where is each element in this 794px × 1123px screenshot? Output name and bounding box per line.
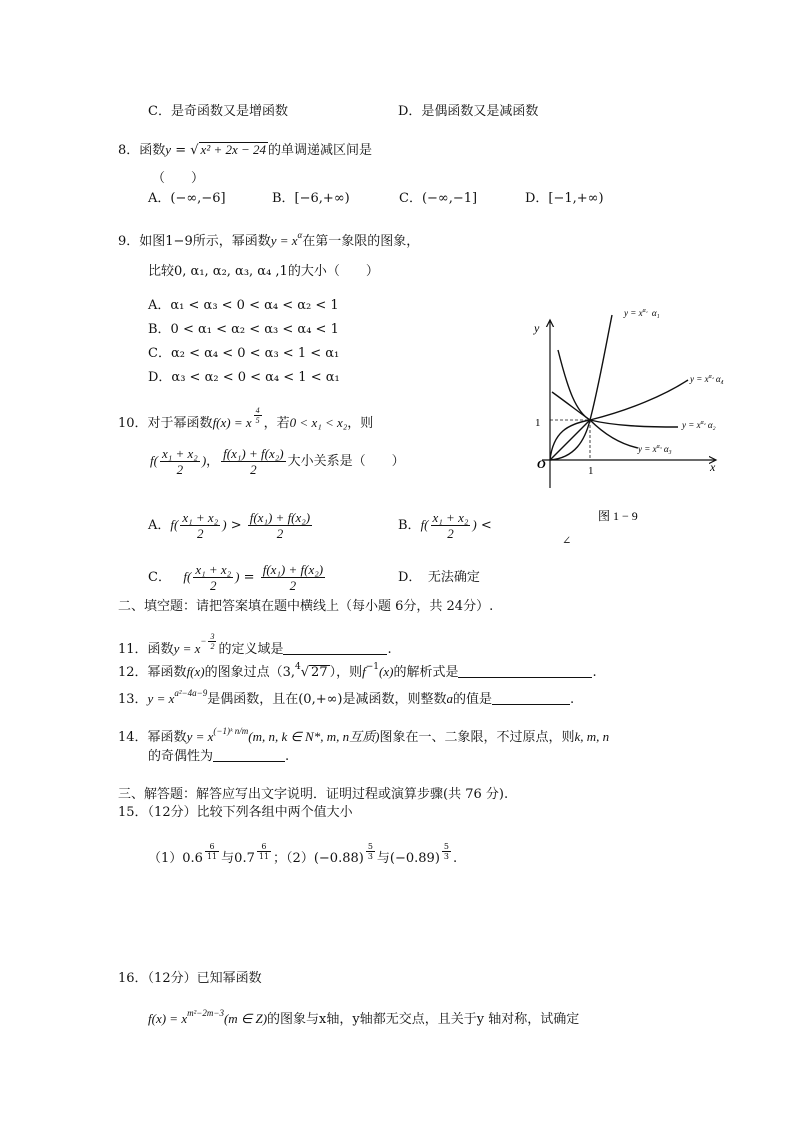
q15-title: 15．（12分）比较下列各组中两个值大小 <box>118 805 353 820</box>
q8-answer-paren: （ ） <box>152 171 205 186</box>
question-number: 10． <box>118 416 148 431</box>
curve1-label: $y = x^{\alpha_1}$ α₁ <box>624 308 660 318</box>
q7-option-d: D．是偶函数又是减函数 <box>398 104 539 119</box>
q9-option-a: A．α₁ < α₃ < 0 < α₄ < α₂ < 1 <box>148 298 339 313</box>
question-number: 9． <box>118 234 140 249</box>
curve2-label: $y = x^{\alpha_2}$ α₂ <box>682 420 716 430</box>
curve-alpha2 <box>558 350 678 427</box>
q7-option-c: C．是奇函数又是增函数 <box>148 104 288 119</box>
answer-blank[interactable] <box>458 665 592 678</box>
q10-option-b-trail: ∠ <box>562 534 572 547</box>
q8-option-d: D．[−1,+∞) <box>525 191 604 206</box>
q9-option-c: C．α₂ < α₄ < 0 < α₃ < 1 < α₁ <box>148 346 340 361</box>
sqrt-sign: √ <box>190 143 199 158</box>
q16-body: $f(x) = x^{m^2-2m-3}(m$ ∈ Z)的图象与x轴，y轴都无交点，且关于y 轴对称，试确定 <box>148 1008 580 1027</box>
q9-compare-prompt: 比较0, α₁, α₂, α₃, α₄ ,1的大小（ ） <box>148 264 379 279</box>
section-2-title: 二、填空题：请把答案填在题中横线上（每小题 6分，共 24分）. <box>118 599 494 614</box>
figure-caption: 图 1 − 9 <box>598 509 638 523</box>
section-3-title: 三、解答题：解答应写出文字说明．证明过程或演算步骤(共 76 分). <box>118 787 509 802</box>
x-tick-label: 1 <box>588 465 594 477</box>
q15-parts: （1）0.6 $^{\frac{6}{11}}$ 与0.7 $^{\frac{6}{11}}$ ；（2）(−0.88) $^{\frac{5}{3}}$ 与(−0.89) $^{\frac{5}{3}}$ . <box>148 842 458 866</box>
q10-option-b: B．f( $\frac{\text{x₁ + x₂}}{2}$ ) < <box>398 510 492 541</box>
q9-stem: 9．如图1−9所示，幂函数$y = x^\alpha$在第一象限的图象， <box>118 230 420 249</box>
q8-option-c: C．(−∞,−1] <box>399 191 478 206</box>
question-number: 11． <box>118 642 148 657</box>
origin-label: O <box>537 457 546 471</box>
q14-stem: 14．幂函数$y = x^{(-1)ᵏ n/m}(m$, n, k ∈ N*, m, n互质)图象在一、二象限，不过原点，则k, m, n <box>118 726 610 745</box>
curve3-label: $y = x^{\alpha_3}$ α₃ <box>638 444 672 454</box>
answer-blank[interactable] <box>283 642 387 655</box>
answer-blank[interactable] <box>213 749 285 762</box>
q12-stem: 12．幂函数f(x)的图象过点（3,$^4$√ 27 ），则$f^{-1}(x)$的解析式是 . <box>118 662 597 680</box>
curve4-label: $y = x^{\alpha_4}$ α₄ <box>690 374 724 384</box>
q10-option-a: A．f( $\frac{\text{x₁ + x₂}}{2}$ ) > $\frac{\text{f(x₁) + f(x₂)}}{2}$ <box>148 510 311 541</box>
question-number: 13． <box>118 692 148 707</box>
q10-stem: 10．对于幂函数f(x) = x $^{\frac{4}{5}}$ ，若0 < x₁ < x₂，则 <box>118 406 374 431</box>
question-number: 14． <box>118 730 148 745</box>
q9-option-b: B．0 < α₁ < α₂ < α₃ < α₄ < 1 <box>148 322 339 337</box>
q8-option-a: A．(−∞,−6] <box>148 191 226 206</box>
question-number: 8． <box>118 143 140 158</box>
q10-option-c: C． f( $\frac{\text{x₁ + x₂}}{2}$ ) = $\frac{\text{f(x₁) + f(x₂)}}{2}$ <box>148 562 324 593</box>
q14-line2: 的奇偶性为 . <box>148 749 290 764</box>
radicand: x² + 2x − 24 <box>200 142 267 157</box>
q16-title: 16．（12分）已知幂函数 <box>118 971 262 986</box>
q10-expressions: f( $\frac{\text{x₁ + x₂}}{2}$ )， $\frac{\text{f(x₁) + f(x₂)}}{2}$ 大小关系是（ ） <box>150 446 405 477</box>
q9-option-d: D．α₃ < α₂ < 0 < α₄ < 1 < α₁ <box>148 370 340 385</box>
root-sign: √ <box>300 665 310 680</box>
q8-stem: 8．函数y = √ x² + 2x − 24 的单调递减区间是 <box>118 142 373 158</box>
answer-blank[interactable] <box>492 692 570 705</box>
q11-stem: 11．函数$y = x^{- \frac{3}{2}}$ 的定义域是 . <box>118 632 392 657</box>
y-tick-label: 1 <box>535 417 541 429</box>
x-axis-label: x <box>710 460 716 474</box>
y-axis-label: y <box>534 321 540 335</box>
figure-power-functions <box>520 300 780 532</box>
curve-alpha1 <box>550 315 612 460</box>
q13-stem: 13．$y = x^{a^2-4a-9}$是偶函数，且在(0,+∞)是减函数，则整数a的值是 . <box>118 688 575 707</box>
question-number: 12． <box>118 665 148 680</box>
q10-option-d: D． 无法确定 <box>398 570 480 585</box>
q8-option-b: B．[−6,+∞) <box>272 191 350 206</box>
